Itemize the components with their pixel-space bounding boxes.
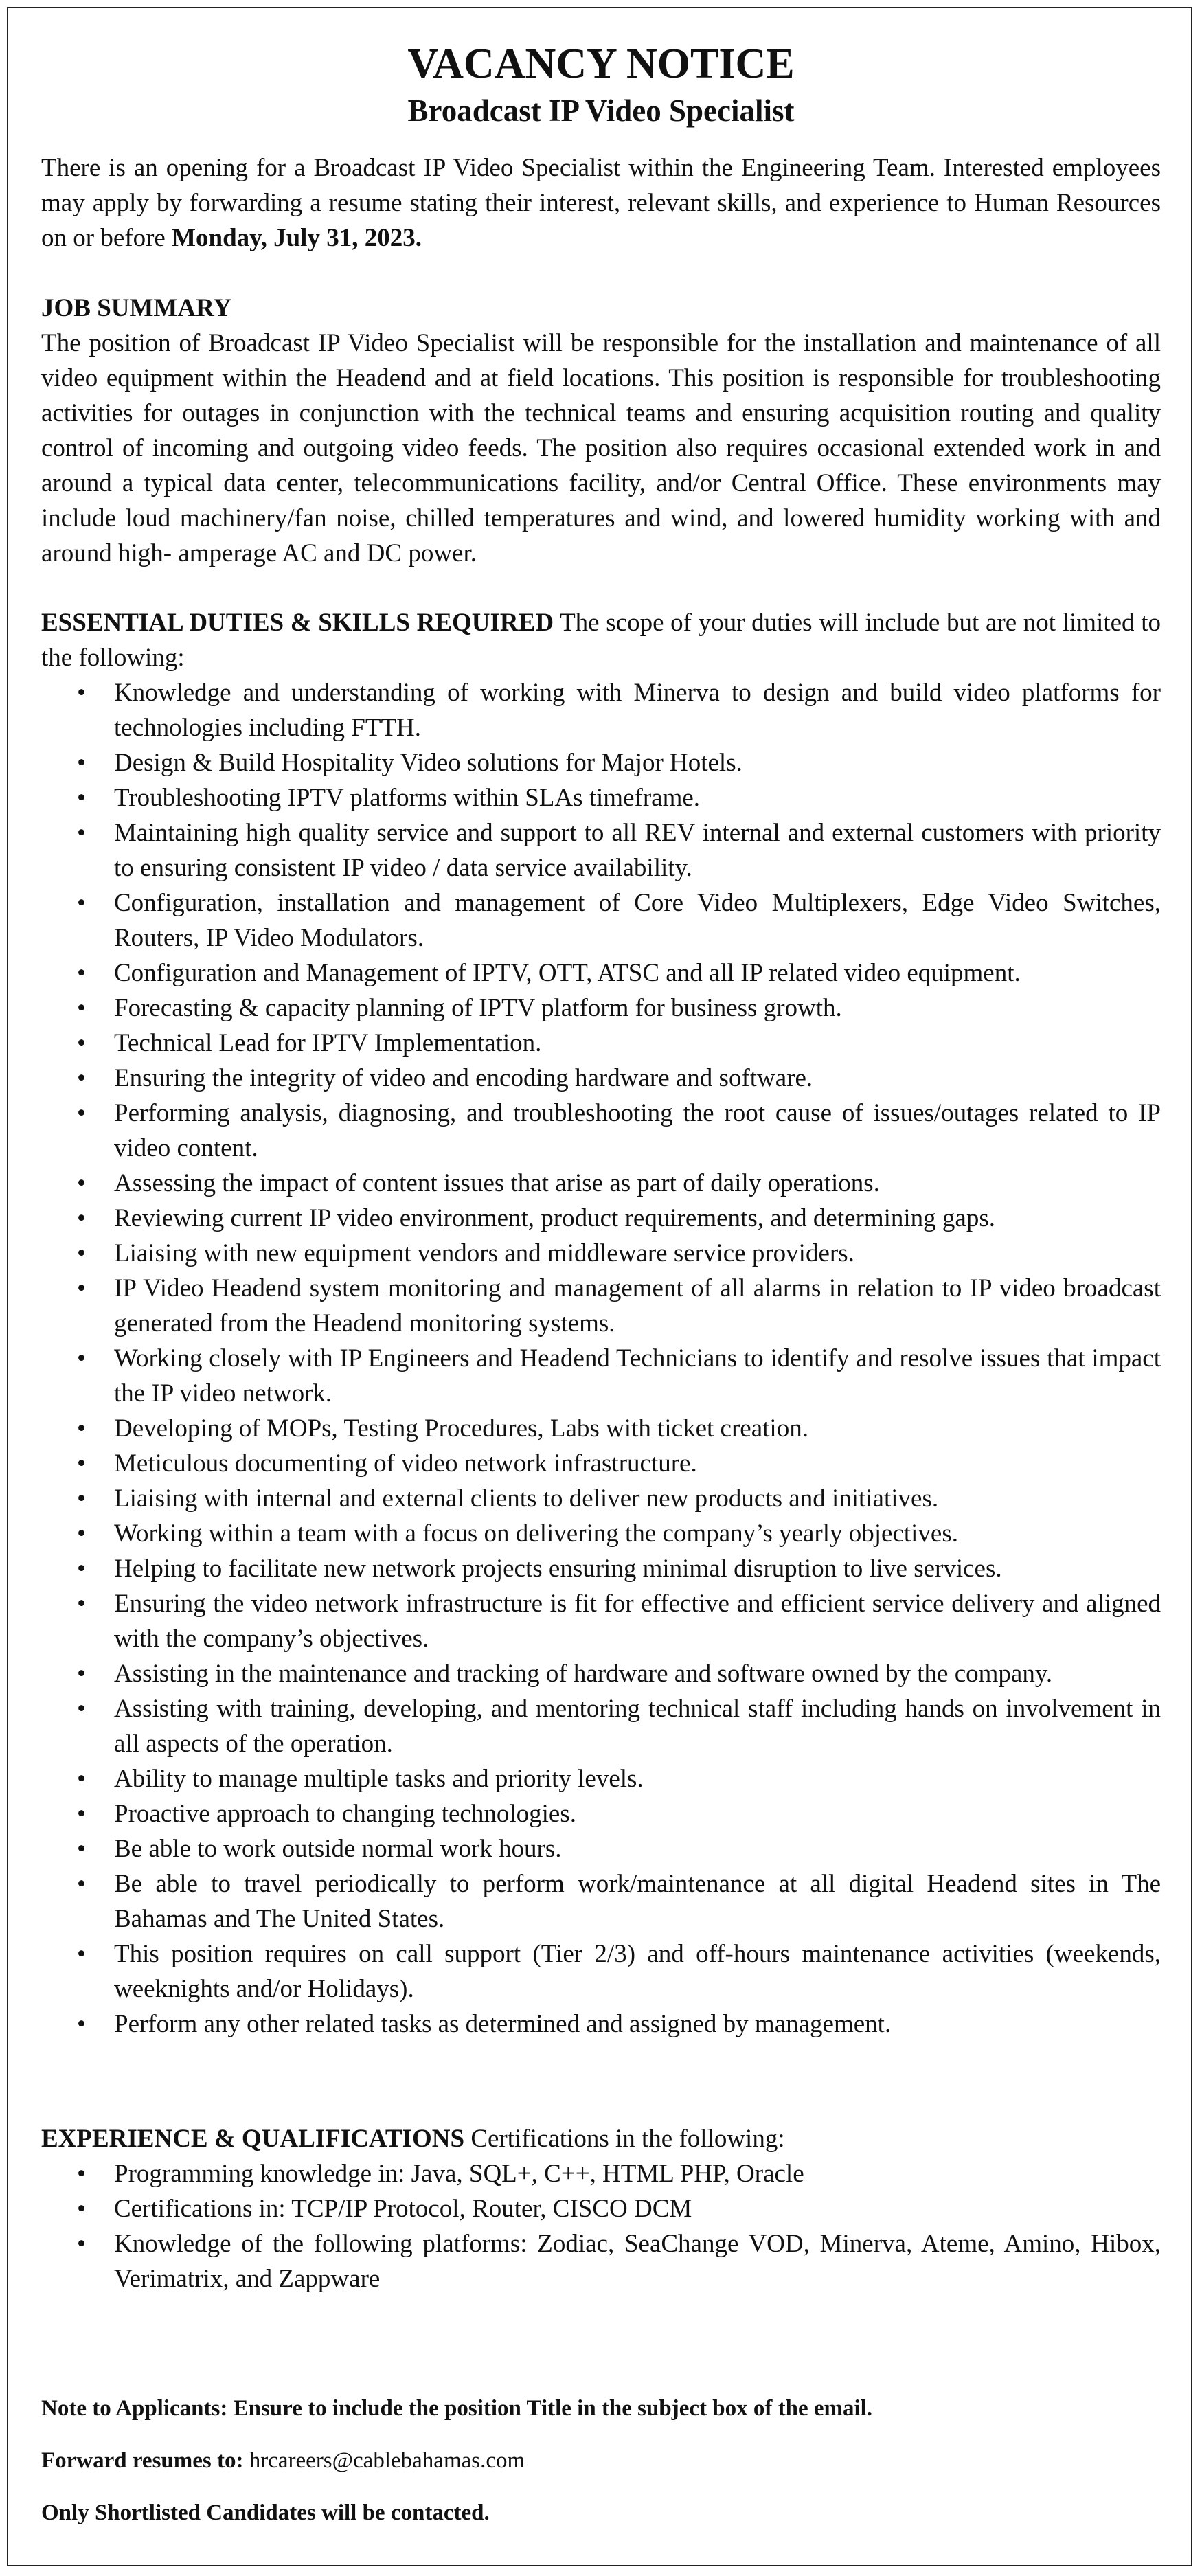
bullet-icon: • (77, 1484, 86, 1513)
list-item-text: Troubleshooting IPTV platforms within SLAs timeframe. (114, 784, 701, 812)
position-title: Broadcast IP Video Specialist (407, 93, 795, 128)
job-summary-section (41, 291, 1161, 571)
list-item-text: Programming knowledge in: Java, SQL+, C++, HTML PHP, Oracle (114, 2160, 804, 2188)
bullet-icon: • (77, 889, 86, 917)
bullet-icon: • (77, 1765, 86, 1793)
bullet-icon: • (77, 1064, 86, 1092)
list-item-text: Forecasting & capacity planning of IPTV platform for business growth. (114, 994, 842, 1022)
bullet-icon: • (77, 679, 86, 707)
list-item-text: Certifications in: TCP/IP Protocol, Router, CISCO DCM (114, 2195, 692, 2223)
list-item-text: Be able to work outside normal work hours. (114, 1835, 562, 1863)
list-item-text: Be able to travel periodically to perform work/maintenance at all digital Headend sites in The Bahamas and The United States. (114, 1870, 1161, 1933)
bullet-icon: • (77, 1519, 86, 1548)
list-item (41, 1866, 1161, 1936)
list-item (41, 2191, 1161, 2226)
job-summary-heading: JOB SUMMARY (41, 294, 232, 322)
list-item (41, 1481, 1161, 1516)
list-item (41, 1026, 1161, 1061)
duties-heading: ESSENTIAL DUTIES & SKILLS REQUIRED (41, 609, 554, 637)
list-item (41, 1271, 1161, 1341)
bullet-icon: • (77, 1555, 86, 1583)
list-item (41, 1236, 1161, 1271)
list-item-text: Working within a team with a focus on delivering the company’s yearly objectives. (114, 1519, 959, 1548)
list-item-text: Liaising with new equipment vendors and middleware service providers. (114, 1239, 854, 1267)
applicant-note: Note to Applicants: Ensure to include the position Title in the subject box of the email. (41, 2396, 873, 2421)
list-item-text: Technical Lead for IPTV Implementation. (114, 1029, 542, 1057)
list-item-text: Perform any other related tasks as determined and assigned by management. (114, 2010, 892, 2038)
list-item (41, 1201, 1161, 1236)
list-item-text: IP Video Headend system monitoring and management of all alarms in relation to IP video broadcast generated from the Headend monitoring systems. (114, 1274, 1161, 1337)
list-item (41, 1761, 1161, 1796)
duties-intro: The scope of your duties will include but are not limited to the following: (41, 609, 1161, 672)
list-item-text: Liaising with internal and external clients to deliver new products and initiatives. (114, 1484, 939, 1513)
duties-intro-paragraph (41, 605, 1161, 675)
bullet-icon: • (77, 1449, 86, 1478)
bullet-icon: • (77, 1344, 86, 1372)
bullet-icon: • (77, 784, 86, 812)
bullet-icon: • (77, 819, 86, 847)
bullet-icon: • (77, 749, 86, 777)
bullet-icon: • (77, 1870, 86, 1898)
bullet-icon: • (77, 1029, 86, 1057)
bullet-icon: • (77, 2230, 86, 2258)
duties-section (41, 605, 1161, 2042)
list-item (41, 675, 1161, 745)
list-item (41, 2226, 1161, 2296)
list-item (41, 991, 1161, 1026)
qualifications-intro: Certifications in the following: (464, 2125, 785, 2153)
list-item (41, 885, 1161, 956)
intro-text: There is an opening for a Broadcast IP Video Specialist within the Engineering Team. Interested employees may apply by forwarding a resume stating their interest, relevant skills, and experience to Human Resources on or before (41, 154, 1161, 252)
list-item-text: Assisting with training, developing, and mentoring technical staff including hands on involvement in all aspects of the operation. (114, 1695, 1161, 1758)
list-item (41, 1446, 1161, 1481)
list-item-text: Knowledge of the following platforms: Zodiac, SeaChange VOD, Minerva, Ateme, Amino, Hibox, Verimatrix, and Zappware (114, 2230, 1161, 2293)
bullet-icon: • (77, 1414, 86, 1443)
bullet-icon: • (77, 1695, 86, 1723)
list-item-text: Ensuring the integrity of video and encoding hardware and software. (114, 1064, 813, 1092)
list-item (41, 956, 1161, 991)
bullet-icon: • (77, 1590, 86, 1618)
list-item-text: Configuration and Management of IPTV, OTT, ATSC and all IP related video equipment. (114, 959, 1021, 987)
list-item-text: Meticulous documenting of video network infrastructure. (114, 1449, 697, 1478)
list-item (41, 1341, 1161, 1411)
bullet-icon: • (77, 1169, 86, 1197)
list-item (41, 1656, 1161, 1691)
list-item (41, 1586, 1161, 1656)
list-item (41, 745, 1161, 780)
duties-list (41, 675, 1161, 2042)
bullet-icon: • (77, 2160, 86, 2188)
intro-paragraph (41, 150, 1161, 256)
list-item-text: Ability to manage multiple tasks and priority levels. (114, 1765, 644, 1793)
list-item-text: Ensuring the video network infrastructure is fit for effective and efficient service delivery and aligned with the company’s objectives. (114, 1590, 1161, 1653)
application-deadline: Monday, July 31, 2023. (172, 224, 422, 252)
list-item (41, 2007, 1161, 2042)
qualifications-intro-paragraph (41, 2121, 1161, 2156)
vacancy-notice (41, 38, 1161, 2529)
bullet-icon: • (77, 1940, 86, 1968)
list-item (41, 1096, 1161, 1166)
list-item (41, 1831, 1161, 1866)
bullet-icon: • (77, 959, 86, 987)
list-item-text: This position requires on call support (Tier 2/3) and off-hours maintenance activities (weekends, weeknights and/or Holidays). (114, 1940, 1161, 2003)
list-item (41, 1936, 1161, 2007)
bullet-icon: • (77, 1239, 86, 1267)
bullet-icon: • (77, 1204, 86, 1232)
forward-resumes (41, 2445, 1161, 2476)
list-item-text: Developing of MOPs, Testing Procedures, Labs with ticket creation. (114, 1414, 808, 1443)
bullet-icon: • (77, 1099, 86, 1127)
list-item-text: Maintaining high quality service and support to all REV internal and external customers with priority to ensuring consistent IP video / data service availability. (114, 819, 1161, 882)
list-item (41, 815, 1161, 885)
job-summary-text: The position of Broadcast IP Video Specialist will be responsible for the installation and maintenance of all video equipment within the Headend and at field locations. This position is responsible for troubleshooting activities for outages in conjunction with the technical teams and ensuring acquisition routing and quality control of incoming and outgoing video feeds. The position also requires occasional extended work in and around a typical data center, telecommunications facility, and/or Central Office. These environments may include loud machinery/fan noise, chilled temperatures and wind, and lowered humidity working with and around high- amperage AC and DC power. (41, 329, 1161, 567)
list-item (41, 1691, 1161, 1761)
list-item-text: Configuration, installation and management of Core Video Multiplexers, Edge Video Switches, Routers, IP Video Modulators. (114, 889, 1161, 952)
list-item-text: Proactive approach to changing technologies. (114, 1800, 576, 1828)
list-item (41, 1796, 1161, 1831)
qualifications-heading: EXPERIENCE & QUALIFICATIONS (41, 2125, 465, 2153)
qualifications-section (41, 2121, 1161, 2296)
bullet-icon: • (77, 2010, 86, 2038)
list-item-text: Design & Build Hospitality Video solutions for Major Hotels. (114, 749, 742, 777)
list-item-text: Reviewing current IP video environment, product requirements, and determining gaps. (114, 1204, 996, 1232)
bullet-icon: • (77, 2195, 86, 2223)
bullet-icon: • (77, 1800, 86, 1828)
list-item-text: Working closely with IP Engineers and Headend Technicians to identify and resolve issues that impact the IP video network. (114, 1344, 1161, 1408)
bullet-icon: • (77, 1660, 86, 1688)
list-item-text: Assessing the impact of content issues that arise as part of daily operations. (114, 1169, 880, 1197)
contact-email[interactable]: hrcareers@cablebahamas.com (243, 2448, 525, 2473)
list-item (41, 1166, 1161, 1201)
list-item (41, 1061, 1161, 1096)
bullet-icon: • (77, 994, 86, 1022)
list-item (41, 1551, 1161, 1586)
list-item-text: Knowledge and understanding of working with Minerva to design and build video platforms for technologies including FTTH. (114, 679, 1161, 742)
list-item (41, 780, 1161, 815)
page-title: VACANCY NOTICE (407, 41, 795, 87)
forward-label: Forward resumes to: (41, 2448, 244, 2473)
shortlist-note: Only Shortlisted Candidates will be contacted. (41, 2500, 490, 2525)
list-item-text: Performing analysis, diagnosing, and troubleshooting the root cause of issues/outages related to IP video content. (114, 1099, 1161, 1162)
list-item (41, 2156, 1161, 2191)
list-item-text: Assisting in the maintenance and tracking of hardware and software owned by the company. (114, 1660, 1053, 1688)
bullet-icon: • (77, 1835, 86, 1863)
list-item-text: Helping to facilitate new network projects ensuring minimal disruption to live services. (114, 1555, 1002, 1583)
list-item (41, 1516, 1161, 1551)
bullet-icon: • (77, 1274, 86, 1302)
list-item (41, 1411, 1161, 1446)
qualifications-list (41, 2156, 1161, 2296)
